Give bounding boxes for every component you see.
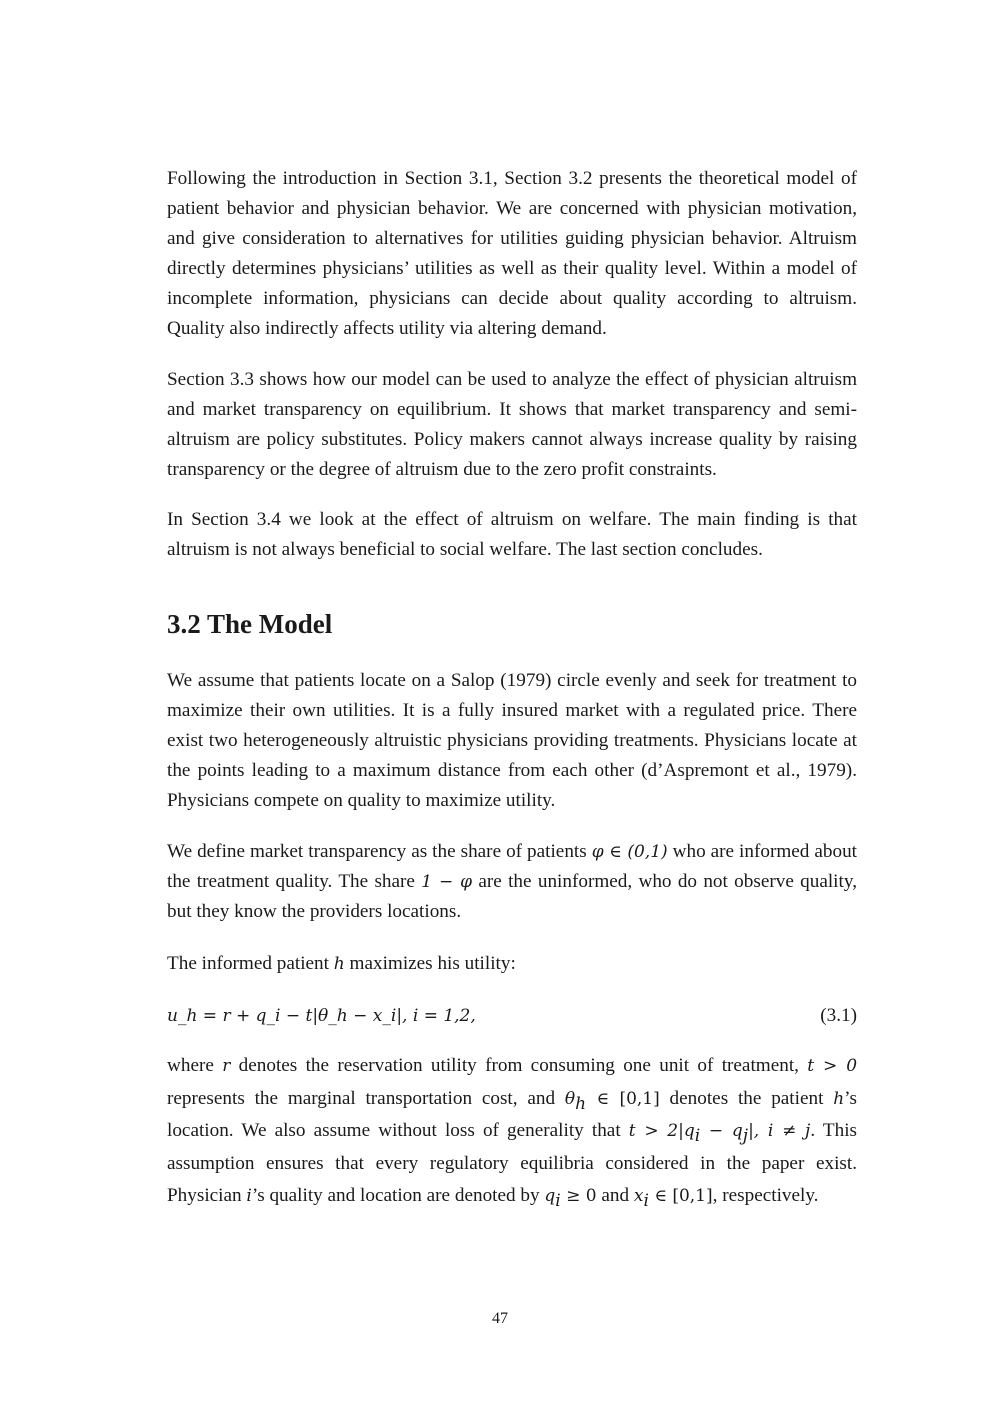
page-number: 47 (492, 1310, 508, 1327)
math-inline: |, i ≠ j (748, 1121, 811, 1141)
text-run: ’s quality and location are denoted by (251, 1185, 545, 1206)
math-subscript: i (694, 1125, 701, 1146)
intro-paragraph-2: Section 3.3 shows how our model can be used to analyze the effect of physician altruism and market transparency on equilibrium. It shows that market transparency and semi-altruism are policy substitutes. Policy makers cannot always increase quality by raising transparency or the degree of altruism due to the zero profit constraints. (167, 369, 857, 480)
math-inline: − q (700, 1121, 743, 1141)
math-subscript: i (643, 1190, 649, 1211)
math-subscript: j (742, 1125, 749, 1146)
math-inline: r (222, 1056, 231, 1076)
model-paragraph-1: We assume that patients locate on a Salop (1979) circle evenly and seek for treatment to maximize their own utilities. It is a fully insured market with a regulated price. There exist two heterogeneously altruistic physicians providing treatments. Physicians locate at the points leading to a maximum distance from each other (d’Aspremont et al., 1979). Physicians compete on quality to maximize utility. (167, 670, 857, 811)
math-inline: i (246, 1186, 252, 1206)
math-inline: t > 2|q (628, 1121, 695, 1141)
text-run: and (596, 1185, 634, 1206)
model-paragraph-3 (167, 949, 857, 979)
math-inline: φ ∈ (0,1) (591, 842, 668, 862)
text-run: where (167, 1055, 223, 1076)
math-inline: ∈ [0,1] (586, 1088, 660, 1109)
text-run: . This assumption ensures that every regulatory equilibria considered in the paper exist. Physician (167, 1120, 858, 1206)
equation-3-1 (167, 1001, 857, 1031)
equation-body: u_h = r + q_i − t|θ_h − x_i|, i = 1,2, (167, 1006, 476, 1026)
math-inline: q (544, 1186, 556, 1206)
math-subscript: i (555, 1190, 561, 1211)
text-run: represents the marginal transportation cost, and (167, 1087, 565, 1109)
text-run: are the uninformed, who do not observe quality, but they know the providers locations. (167, 871, 857, 922)
text-run: We define market transparency as the share of patients (167, 841, 592, 862)
text-run: who are informed about the treatment quality. The share (167, 841, 857, 892)
text-run: denotes the patient (659, 1087, 834, 1109)
intro-paragraph-3: In Section 3.4 we look at the effect of altruism on welfare. The main finding is that altruism is not always beneficial to social welfare. The last section concludes. (167, 509, 857, 560)
equation-number: (3.1) (820, 1005, 857, 1026)
math-inline: h (833, 1088, 845, 1109)
math-inline: 1 − φ (421, 872, 473, 892)
math-inline: ∈ [0,1] (648, 1186, 713, 1206)
intro-paragraph-1: Following the introduction in Section 3.1, Section 3.2 presents the theoretical model of patient behavior and physician behavior. We are concerned with physician motivation, and give consideration to alternatives for utilities guiding physician behavior. Altruism directly determines physicians’ utilities as well as their quality level. Within a model of incomplete information, physicians can decide about quality according to altruism. Quality also indirectly affects utility via altering demand. (167, 168, 857, 339)
text-run: ’s location. We also assume without loss of generality that (167, 1087, 857, 1141)
model-paragraph-4 (167, 1050, 857, 1213)
math-inline: x (633, 1186, 644, 1206)
text-run: , respectively. (712, 1185, 819, 1206)
math-subscript: h (575, 1093, 587, 1114)
math-inline: t > 0 (807, 1056, 858, 1076)
math-inline: θ (564, 1088, 576, 1109)
model-paragraph-2 (167, 837, 857, 927)
text-run: denotes the reservation utility from consuming one unit of treatment, (230, 1055, 808, 1076)
math-inline: h (333, 954, 345, 974)
text-run: maximizes his utility: (344, 953, 516, 974)
text-run: The informed patient (167, 953, 334, 974)
math-inline: ≥ 0 (560, 1186, 597, 1206)
section-heading: 3.2 The Model (167, 609, 333, 639)
